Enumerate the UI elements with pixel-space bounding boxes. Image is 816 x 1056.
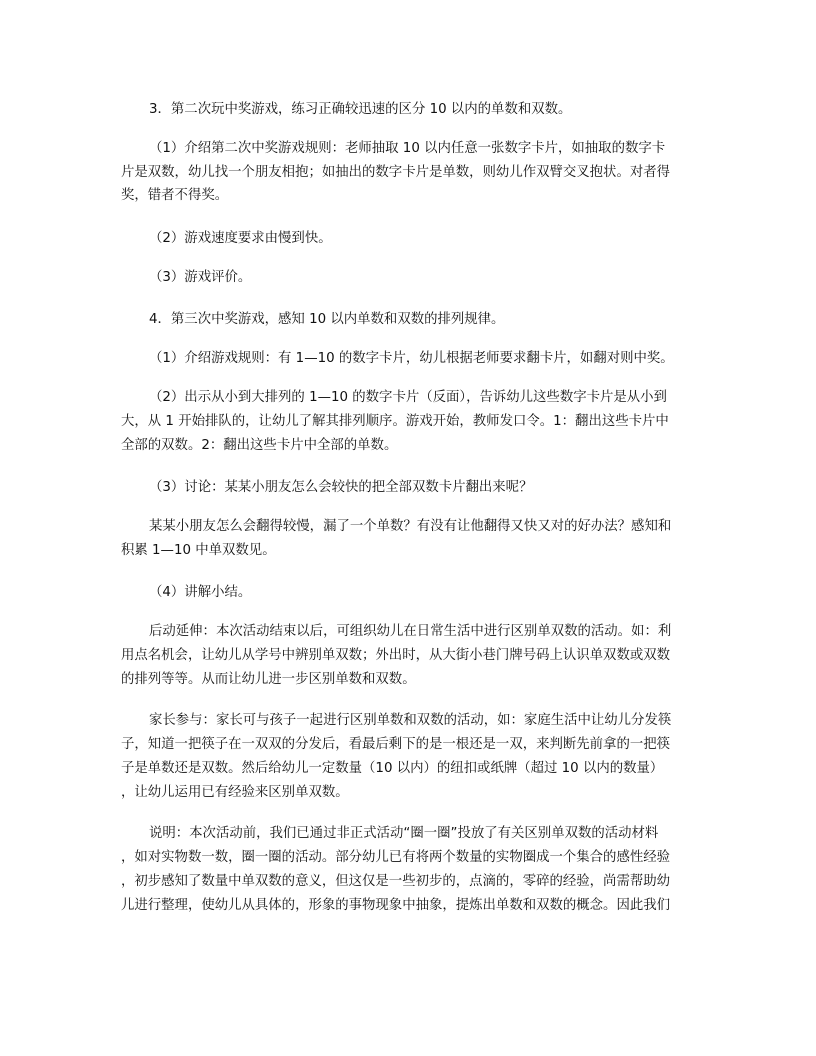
- text-line: ，让幼儿运用已有经验来区别单双数。: [121, 785, 349, 800]
- text-line: 大，从 1 开始排队的，让幼儿了解其排列顺序。游戏开始，教师发口令。1：翻出这些卡片中: [121, 414, 669, 429]
- text-line: 片是双数，幼儿找一个朋友相抱；如抽出的数字卡片是单数，则幼儿作双臂交叉抱状。对者得: [121, 165, 671, 180]
- text-line: 某某小朋友怎么会翻得较慢，漏了一个单数？有没有让他翻得又快又对的好办法？感知和: [149, 519, 672, 534]
- text-line: 积累 1—10 中单双数见。: [121, 543, 276, 558]
- text-line: （2）出示从小到大排列的 1—10 的数字卡片（反面），告诉幼儿这些数字卡片是从小到: [149, 390, 667, 405]
- text-line: ，初步感知了数量中单双数的意义，但这仅是一些初步的，点滴的，零碎的经验，尚需帮助幼: [121, 874, 671, 889]
- text-line: 用点名机会，让幼儿从学号中辨别单双数；外出时，从大街小巷门牌号码上认识单双数或双数: [121, 648, 671, 663]
- text-line: （2）游戏速度要求由慢到快。: [149, 231, 332, 246]
- text-line: （1）介绍游戏规则：有 1—10 的数字卡片，幼儿根据老师要求翻卡片，如翻对则中奖。: [149, 351, 674, 366]
- text-line: 4．第三次中奖游戏，感知 10 以内单数和双数的排列规律。: [149, 312, 505, 327]
- text-line: 子是单数还是双数。然后给幼儿一定数量（10 以内）的纽扣或纸牌（超过 10 以内的数量）: [121, 761, 664, 776]
- text-line: 奖，错者不得奖。: [121, 188, 229, 203]
- text-line: 全部的双数。2：翻出这些卡片中全部的单数。: [121, 438, 398, 453]
- text-line: 家长参与：家长可与孩子一起进行区别单数和双数的活动，如：家庭生活中让幼儿分发筷: [149, 713, 672, 728]
- text-line: （3）游戏评价。: [149, 270, 252, 285]
- text-line: 说明：本次活动前，我们已通过非正式活动“圈一圈”投放了有关区别单双数的活动材料: [149, 826, 659, 841]
- text-line: （1）介绍第二次中奖游戏规则：老师抽取 10 以内任意一张数字卡片，如抽取的数字卡: [149, 141, 666, 156]
- text-line: 儿进行整理，使幼儿从具体的，形象的事物现象中抽象，提炼出单数和双数的概念。因此我们: [121, 898, 671, 913]
- text-line: 后动延伸：本次活动结束以后，可组织幼儿在日常生活中进行区别单双数的活动。如：利: [149, 624, 672, 639]
- text-line: 子，知道一把筷子在一双双的分发后，看最后剩下的是一根还是一双，来判断先前拿的一把筷: [121, 737, 671, 752]
- text-line: ，如对实物数一数，圈一圈的活动。部分幼儿已有将两个数量的实物圈成一个集合的感性经验: [121, 850, 671, 865]
- text-line: 3．第二次玩中奖游戏，练习正确较迅速的区分 10 以内的单数和双数。: [149, 102, 572, 117]
- text-line: （4）讲解小结。: [149, 585, 252, 600]
- text-line: 的排列等等。从而让幼儿进一步区别单数和双数。: [121, 672, 416, 687]
- text-line: （3）讨论：某某小朋友怎么会较快的把全部双数卡片翻出来呢？: [149, 480, 533, 495]
